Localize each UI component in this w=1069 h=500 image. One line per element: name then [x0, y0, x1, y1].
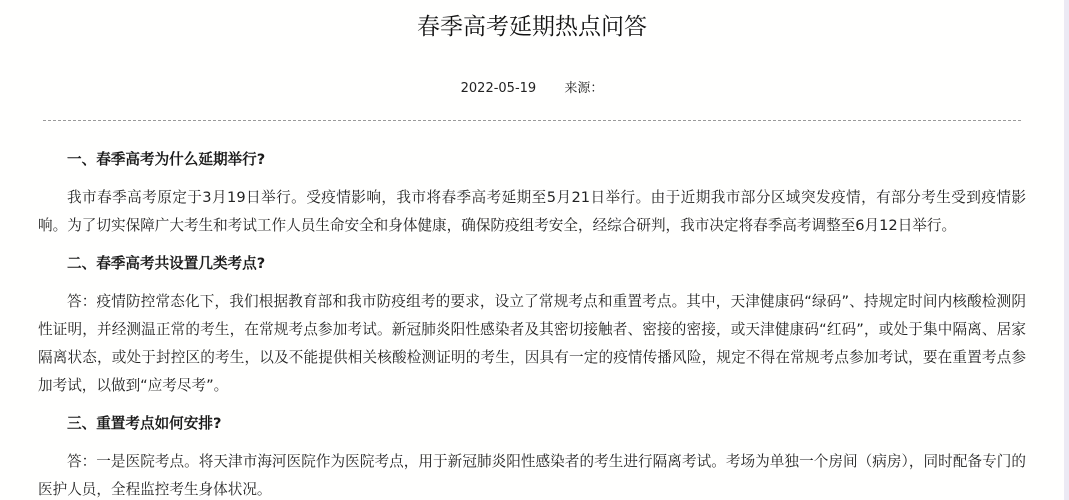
section-2-answer: 答：疫情防控常态化下，我们根据教育部和我市防疫组考的要求，设立了常规考点和重置考点。其中，天津健康码“绿码”、持规定时间内核酸检测阴性证明，并经测温正常的考生，在常规考点参加考试。新冠肺炎阳性感染者及其密切接触者、密接的密接，或天津健康码“红码”，或处于集中隔离、居家隔离状态，或处于封控区的考生，以及不能提供相关核酸检测证明的考生，因具有一定的疫情传播风险，规定不得在常规考点参加考试，要在重置考点参加考试，以做到“应考尽考”。 [38, 293, 1026, 394]
section-3-answer: 答：一是医院考点。将天津市海河医院作为医院考点，用于新冠肺炎阳性感染者的考生进行隔离考试。考场为单独一个房间（病房），同时配备专门的医护人员，全程监控考生身体状况。 [38, 453, 1026, 498]
divider [43, 120, 1021, 121]
article-title: 春季高考延期热点问答 [417, 14, 647, 40]
source-label: 来源： [564, 81, 604, 96]
scrollbar-track[interactable] [1064, 0, 1069, 500]
section-1-answer: 我市春季高考原定于3月19日举行。受疫情影响，我市将春季高考延期至5月21日举行。由于近期我市部分区域突发疫情，有部分考生受到疫情影响。为了切实保障广大考生和考试工作人员生命安全和身体健康，确保防疫组考安全，经综合研判，我市决定将春季高考调整至6月12日举行。 [38, 189, 1026, 234]
section-3-question: 三、重置考点如何安排? [67, 415, 222, 432]
article-body [38, 146, 1026, 500]
section-1-question: 一、春季高考为什么延期举行? [67, 151, 266, 168]
publish-date: 2022-05-19 [460, 81, 537, 96]
article-meta [0, 79, 1064, 99]
section-2-question: 二、春季高考共设置几类考点? [67, 255, 266, 272]
